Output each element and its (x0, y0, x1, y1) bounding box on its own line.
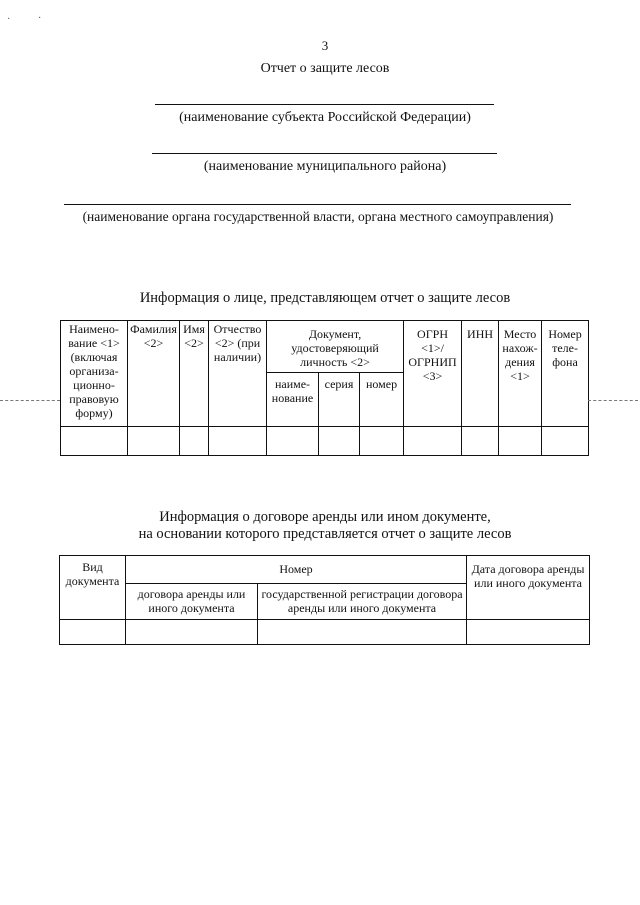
col-first-name-header: Имя <2> (180, 321, 209, 427)
cell-date[interactable] (467, 620, 590, 645)
cell-doc-name[interactable] (267, 427, 319, 456)
col-inn-header: ИНН (462, 321, 499, 427)
col-doc-type-header: Вид документа (60, 556, 126, 620)
authority-field-caption: (наименование органа государственной власти, органа местного самоуправления) (82, 209, 554, 224)
authority-field-line[interactable] (64, 204, 571, 205)
cell-surname[interactable] (128, 427, 180, 456)
page-title: Отчет о защите лесов (260, 61, 390, 76)
col-document-header: Документ, удостоверяющий личность <2> (267, 321, 404, 373)
person-info-heading: Информация о лице, представляющем отчет о защите лесов (139, 290, 511, 306)
cell-patronymic[interactable] (209, 427, 267, 456)
contract-info-table (59, 555, 590, 645)
col-location-header: Место нахож-дения <1> (499, 321, 542, 427)
cell-inn[interactable] (462, 427, 499, 456)
col-contract-number-header: договора аренды или иного документа (126, 584, 258, 620)
col-doc-number-header: номер (360, 373, 404, 427)
cell-doc-type[interactable] (60, 620, 126, 645)
cell-name[interactable] (61, 427, 128, 456)
col-number-header: Номер (126, 556, 467, 584)
contract-info-heading-line2: на основании которого представляется отчет о защите лесов (138, 526, 512, 542)
district-field-line[interactable] (152, 153, 497, 154)
cell-doc-series[interactable] (319, 427, 360, 456)
scan-speck: · (38, 13, 42, 24)
page-number: 3 (321, 38, 329, 53)
district-field-caption: (наименование муниципального района) (203, 159, 447, 174)
scan-fold-mark (588, 400, 638, 401)
scan-speck: · (7, 14, 11, 25)
col-ogrn-header: ОГРН <1>/ОГРНИП <3> (404, 321, 462, 427)
cell-doc-number[interactable] (360, 427, 404, 456)
cell-location[interactable] (499, 427, 542, 456)
col-registration-number-header: государственной регистрации договора аренды или иного документа (258, 584, 467, 620)
subject-field-line[interactable] (155, 104, 494, 105)
subject-field-caption: (наименование субъекта Российской Федерации) (179, 110, 471, 125)
cell-first-name[interactable] (180, 427, 209, 456)
cell-phone[interactable] (542, 427, 589, 456)
col-doc-series-header: серия (319, 373, 360, 427)
cell-contract-number[interactable] (126, 620, 258, 645)
cell-registration-number[interactable] (258, 620, 467, 645)
col-patronymic-header: Отчество <2> (при наличии) (209, 321, 267, 427)
col-doc-name-header: наиме-нование (267, 373, 319, 427)
col-date-header: Дата договора аренды или иного документа (467, 556, 590, 620)
contract-info-heading-line1: Информация о договоре аренды или ином документе, (159, 509, 491, 525)
scan-fold-mark (0, 400, 60, 401)
col-phone-header: Номер теле-фона (542, 321, 589, 427)
person-info-table (60, 320, 589, 456)
col-surname-header: Фамилия <2> (128, 321, 180, 427)
col-name-header: Наимено-вание <1> (включая организа-ционно-правовую форму) (61, 321, 128, 427)
cell-ogrn[interactable] (404, 427, 462, 456)
